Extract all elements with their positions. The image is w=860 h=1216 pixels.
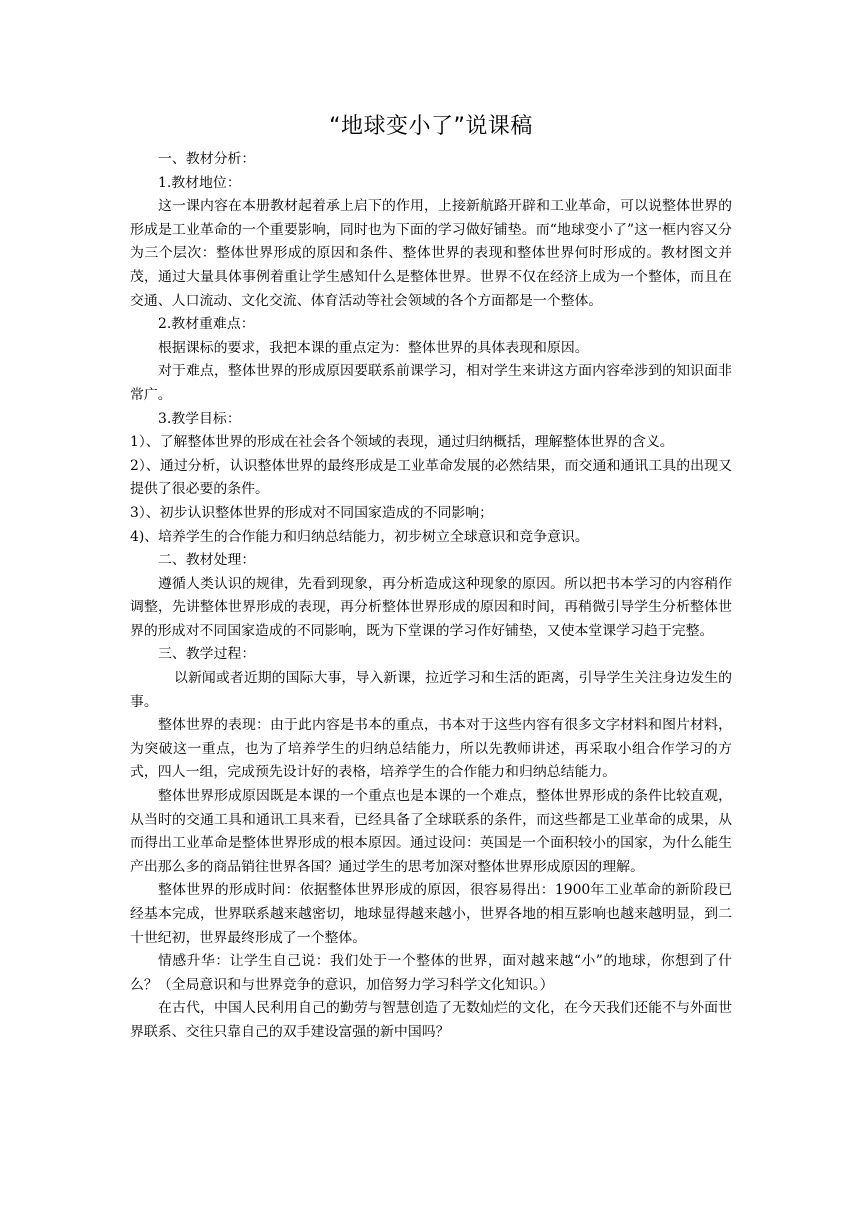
section-heading: 一、教材分析： bbox=[158, 151, 256, 167]
paragraph: 情感升华：让学生自己说：我们处于一个整体的世界，面对越来越“小”的地球，你想到了什么？（全局意识和与世界竞争的意识，加倍努力学习科学文化知识。） bbox=[130, 953, 732, 993]
paragraph: 遵循人类认识的规律，先看到现象，再分析造成这种现象的原因。所以把书本学习的内容稍作调整，先讲整体世界形成的表现，再分析整体世界形成的原因和时间，再稍微引导学生分析整体世界的形成对不同国家造成的不同影响，既为下堂课的学习作好铺垫，又使本堂课学习趋于完整。 bbox=[130, 575, 732, 639]
paragraph-list bbox=[130, 148, 732, 1045]
section-heading: 2.教材重难点： bbox=[158, 316, 255, 333]
paragraph: 这一课内容在本册教材起着承上启下的作用，上接新航路开辟和工业革命，可以说整体世界的形成是工业革命的一个重要影响，同时也为下面的学习做好铺垫。而“地球变小了”这一框内容又分为三个层次：整体世界形成的原因和条件、整体世界的表现和整体世界何时形成的。教材图文并茂，通过大量具体事例着重让学生感知什么是整体世界。世界不仅在经济上成为一个整体，而且在交通、人口流动、文化交流、体育活动等社会领域的各个方面都是一个整体。 bbox=[130, 198, 732, 309]
paragraph: 4)、培养学生的合作能力和归纳总结能力，初步树立全球意识和竞争意识。 bbox=[130, 528, 589, 545]
document-body bbox=[130, 110, 732, 1045]
section-heading: 三、教学过程： bbox=[158, 646, 256, 663]
paragraph: 1）、了解整体世界的形成在社会各个领域的表现，通过归纳概括，理解整体世界的含义。 bbox=[130, 434, 674, 451]
paragraph: 整体世界的形成时间：依据整体世界形成的原因，很容易得出：1900年工业革命的新阶段已经基本完成，世界联系越来越密切，地球显得越来越小，世界各地的相互影响也越来越明显，到二十世纪初，世界最终形成了一个整体。 bbox=[130, 882, 732, 946]
paragraph: 整体世界的表现：由于此内容是书本的重点，书本对于这些内容有很多文字材料和图片材料，为突破这一重点，也为了培养学生的归纳总结能力，所以先教师讲述，再采取小组合作学习的方式，四人一组，完成预先设计好的表格，培养学生的合作能力和归纳总结能力。 bbox=[130, 717, 732, 781]
paragraph: 整体世界形成原因既是本课的一个重点也是本课的一个难点，整体世界形成的条件比较直观，从当时的交通工具和通讯工具来看，已经具备了全球联系的条件，而这些都是工业革命的成果，从而得出工业革命是整体世界形成的根本原因。通过设问：英国是一个面积较小的国家，为什么能生产出那么多的商品销往世界各国？通过学生的思考加深对整体世界形成原因的理解。 bbox=[130, 788, 732, 875]
paragraph: 以新闻或者近期的国际大事，导入新课，拉近学习和生活的距离，引导学生关注身边发生的事。 bbox=[130, 670, 732, 710]
section-heading: 3.教学目标： bbox=[158, 410, 241, 427]
paragraph: 在古代，中国人民利用自己的勤劳与智慧创造了无数灿烂的文化，在今天我们还能不与外面世界联系、交往只靠自己的双手建设富强的新中国吗？ bbox=[130, 1000, 732, 1040]
document-title: “地球变小了”说课稿 bbox=[329, 114, 533, 139]
paragraph: 3）、初步认识整体世界的形成对不同国家造成的不同影响； bbox=[130, 504, 494, 521]
section-heading: 1.教材地位： bbox=[158, 174, 241, 191]
paragraph: 根据课标的要求，我把本课的重点定为：整体世界的具体表现和原因。 bbox=[158, 339, 589, 356]
paragraph: 对于难点，整体世界的形成原因要联系前课学习，相对学生来讲这方面内容牵涉到的知识面非常广。 bbox=[130, 363, 732, 403]
paragraph: 2）、通过分析，认识整体世界的最终形成是工业革命发展的必然结果，而交通和通讯工具的出现又提供了很必要的条件。 bbox=[130, 457, 732, 498]
section-heading: 二、教材处理： bbox=[158, 552, 256, 569]
